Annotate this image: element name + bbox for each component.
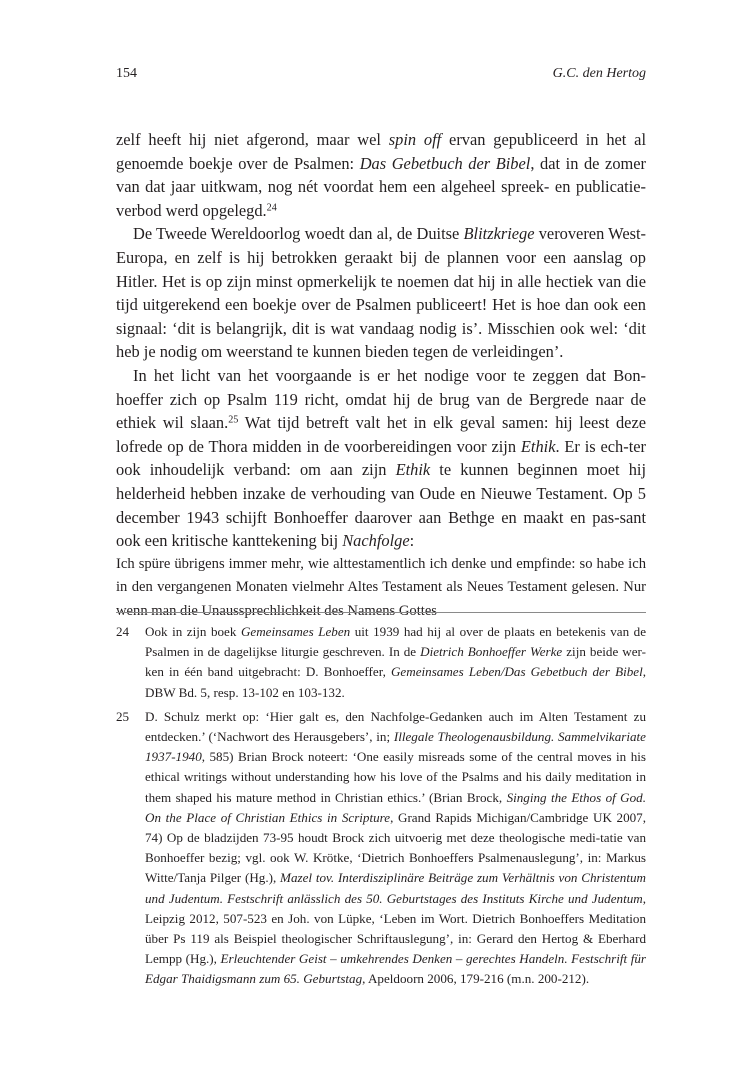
- paragraph: In het licht van het voorgaande is er het nodige voor te zeggen dat Bon-hoeffer zich op Psalm 119 richt, omdat hij de brug van de Bergrede naar de ethiek wil slaan.$^{25}$ Wat tijd betreft valt het in elk geval samen: hij leest deze lofrede op de Thora midden in de voorbereidingen voor zijn Ethik. Er is ech-ter ook inhoudelijk verband: om aan zijn Ethik te kunnen beginnen moet hij helderheid hebben inzake de verhouding van Oude en Nieuwe Testament. Op 5 december 1943 schijft Bonhoeffer daarover aan Bethge en maakt en pas-sant ook een kritische kanttekening bij Nachfolge:: [116, 365, 646, 551]
- footnotes: [116, 622, 646, 994]
- block-quote: Ich spüre übrigens immer mehr, wie alttestamentlich ich denke und empfinde: so habe ich in den vergangenen Monaten vielmehr Altes Testament als Neues Testament gelesen. Nur wenn man die Unaussprechlichkeit des Namens Gottes: [116, 555, 646, 619]
- footnote-separator: [116, 612, 646, 613]
- paragraph: De Tweede Wereldoorlog woedt dan al, de Duitse Blitzkriege veroveren West-Europa, en zelf is hij betrokken geraakt bij de plannen voor een aanslag op Hitler. Het is op zijn minst opmerkelijk te noemen dat hij in alle hectiek van die tijd uitgerekend een boekje over de Psalmen publiceert! Het is hoe dan ook een signaal: ‘dit is belangrijk, dit is wat vandaag nodig is’. Misschien ook wel: ‘dit heb je nodig om weerstand te kunnen bieden tegen de verleidingen’.: [116, 224, 646, 362]
- footnote-ref[interactable]: 24: [266, 202, 277, 214]
- footnote-number: 24: [116, 624, 130, 639]
- footnote-ref[interactable]: 25: [228, 414, 239, 426]
- footnote-number: 25: [116, 708, 130, 724]
- running-head: [116, 66, 646, 82]
- footnote: 24 Ook in zijn boek Gemeinsames Leben uit 1939 had hij al over de plaats en betekenis van de Psalmen in de dagelijkse liturgie geschreven. In de Dietrich Bonhoeffer Werke zijn beide wer-ken in één band uitgebracht: D. Bonhoeffer, Gemeinsames Leben/Das Gebetbuch der Bibel, DBW Bd. 5, resp. 13-102 en 103-132.: [116, 624, 646, 700]
- paragraph: zelf heeft hij niet afgerond, maar wel spin off ervan gepubliceerd in het al genoemde boekje over de Psalmen: Das Gebetbuch der Bibel, dat in de zomer van dat jaar uitkwam, nog nét voordat hem een algeheel spreek- en publicatie-verbod werd opgelegd.$^{24}$: [116, 130, 646, 220]
- running-head-author: G.C. den Hertog: [552, 66, 646, 81]
- footnote: 25 D. Schulz merkt op: ‘Hier galt es, den Nachfolge-Gedanken auch im Alten Testament zu entdecken.’ (‘Nachwort des Herausgebers’, in; Illegale Theologenausbildung. Sammelvikariate 1937-1940, 585) Brian Brock noteert: ‘One easily misreads some of the central moves in his ethical writings without understanding how his love of the Psalms and his daily meditation in them shaped his mature method in Christian ethics.’ (Brian Brock, Singing the Ethos of God. On the Place of Christian Ethics in Scripture, Grand Rapids Michigan/Cambridge UK 2007, 74) Op de bladzijden 73-95 houdt Brock zich uitvoerig met deze theologische medi-tatie van Bonhoeffer bezig; vgl. ook W. Krötke, ‘Dietrich Bonhoeffers Psalmenauslegung’, in: Markus Witte/Tanja Pilger (Hg.), Mazel tov. Interdisziplinäre Beiträge zum Verhältnis von Christentum und Judentum. Festschrift anlässlich des 50. Geburtstages des Instituts Kirche und Judentum, Leipzig 2012, 507-523 en Joh. von Lüpke, ‘Leben im Wort. Dietrich Bonhoeffers Meditation über Ps 119 als Beispiel theologischer Schriftauslegung’, in: Gerard den Hertog & Eberhard Lempp (Hg.), Erleuchtender Geist – umkehrendes Denken – gerechtes Handeln. Festschrift für Edgar Thaidigsmann zum 65. Geburtstag, Apeldoorn 2006, 179-216 (m.n. 200-212).: [116, 708, 646, 987]
- page-number: 154: [116, 66, 137, 81]
- main-text: [116, 128, 646, 623]
